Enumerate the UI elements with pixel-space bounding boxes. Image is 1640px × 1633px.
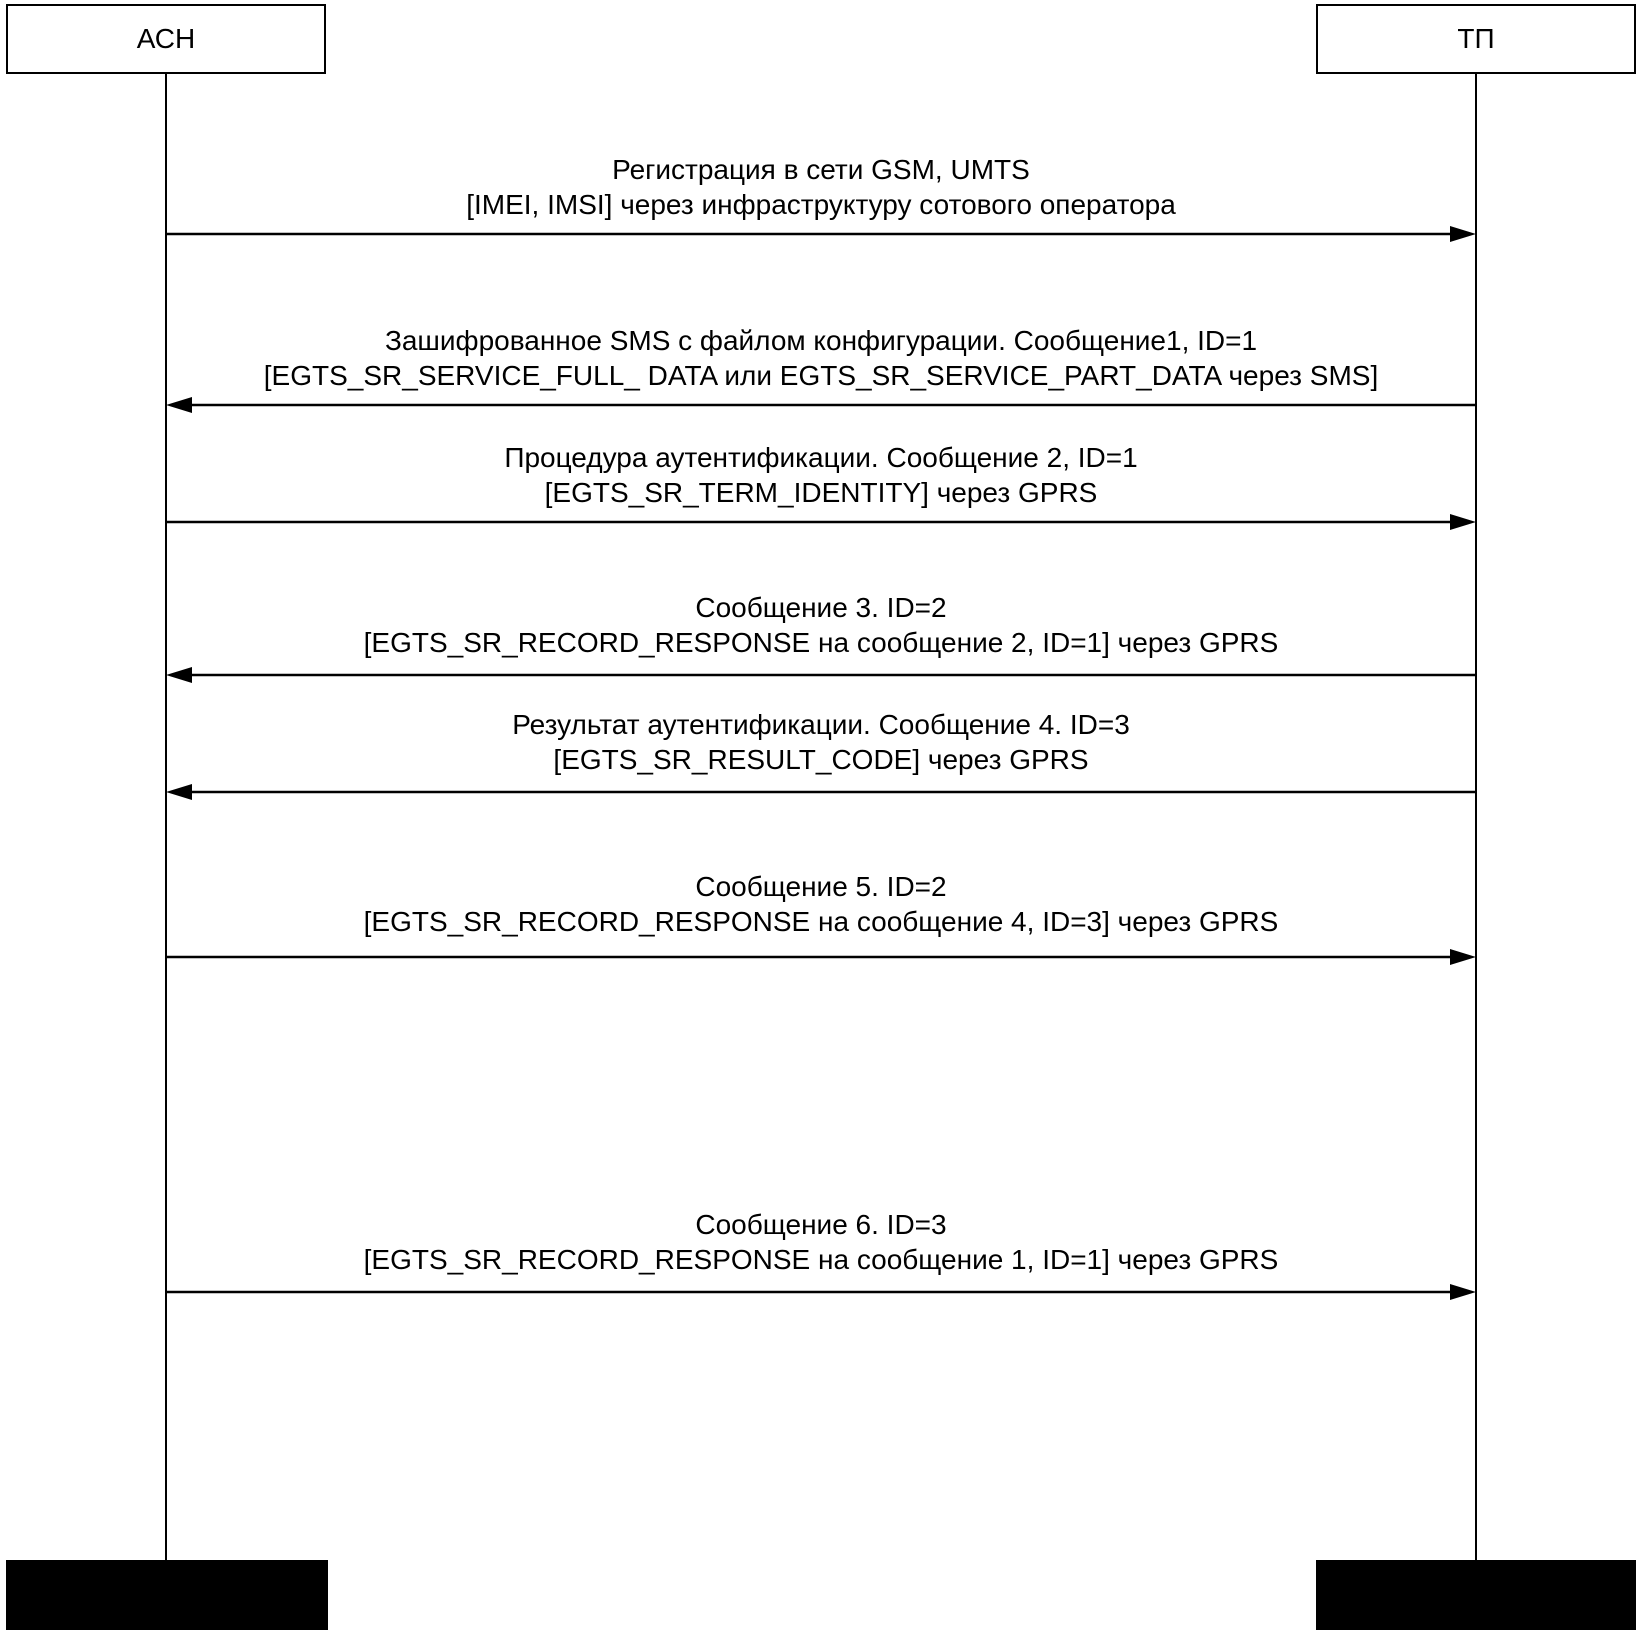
participant-tp-label: ТП [1457, 23, 1495, 54]
message-3-line2: [EGTS_SR_TERM_IDENTITY] через GPRS [544, 477, 1098, 508]
message-1-line1: Регистрация в сети GSM, UMTS [612, 154, 1030, 185]
participant-ash-label: АСН [136, 23, 196, 54]
message-7-line2: [EGTS_SR_RECORD_RESPONSE на сообщение 1, ID=1] через GPRS [363, 1244, 1279, 1275]
message-6-line2: [EGTS_SR_RECORD_RESPONSE на сообщение 4, ID=3] через GPRS [363, 906, 1279, 937]
message-1-line2: [IMEI, IMSI] через инфраструктуру сотового оператора [466, 189, 1176, 220]
message-label-7 [166, 1207, 1476, 1277]
arrow-message-5 [166, 784, 1476, 800]
message-label-6 [166, 869, 1476, 939]
message-label-1 [166, 152, 1476, 222]
arrow-message-2 [166, 397, 1476, 413]
message-label-4 [166, 590, 1476, 660]
message-2-line1: Зашифрованное SMS с файлом конфигурации. Сообщение1, ID=1 [384, 325, 1258, 356]
arrow-message-6 [166, 949, 1476, 965]
message-label-5 [166, 707, 1476, 777]
arrow-message-1 [166, 226, 1476, 242]
message-2-line2: [EGTS_SR_SERVICE_FULL_ DATA или EGTS_SR_SERVICE_PART_DATA через SMS] [263, 360, 1379, 391]
arrow-message-3 [166, 514, 1476, 530]
message-label-3 [166, 440, 1476, 510]
message-6-line1: Сообщение 5. ID=2 [695, 871, 947, 902]
message-7-line1: Сообщение 6. ID=3 [695, 1209, 947, 1240]
message-4-line1: Сообщение 3. ID=2 [695, 592, 947, 623]
message-4-line2: [EGTS_SR_RECORD_RESPONSE на сообщение 2, ID=1] через GPRS [363, 627, 1279, 658]
message-3-line1: Процедура аутентификации. Сообщение 2, ID=1 [504, 442, 1138, 473]
message-label-2 [166, 323, 1476, 393]
message-5-line2: [EGTS_SR_RESULT_CODE] через GPRS [553, 744, 1089, 775]
arrow-message-4 [166, 667, 1476, 683]
message-5-line1: Результат аутентификации. Сообщение 4. ID=3 [512, 709, 1130, 740]
arrow-message-7 [166, 1284, 1476, 1300]
